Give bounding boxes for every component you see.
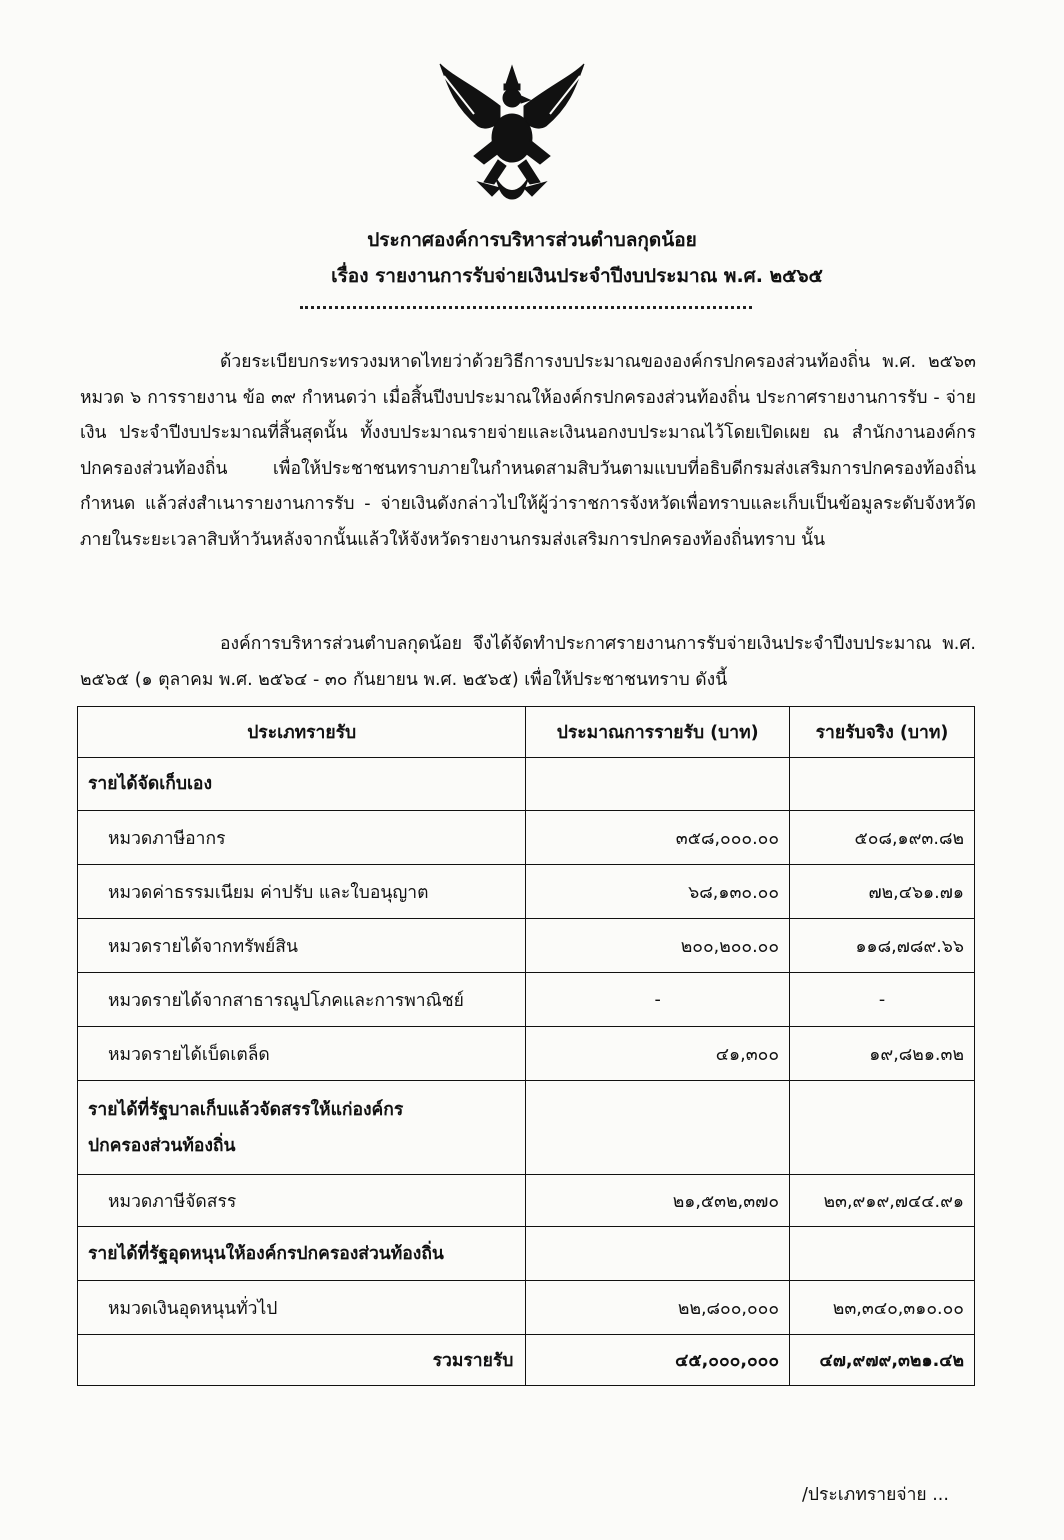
row-estimate: ๖๘,๑๓๐.๐๐ (526, 865, 790, 919)
table-group-row (78, 758, 975, 811)
row-actual: ๒๓,๙๑๙,๗๔๔.๙๑ (790, 1175, 975, 1227)
table-row (78, 1281, 975, 1335)
row-label: หมวดรายได้จากทรัพย์สิน (78, 919, 526, 973)
row-estimate: ๓๕๘,๐๐๐.๐๐ (526, 811, 790, 865)
body-paragraph-2: องค์การบริหารส่วนตำบลกุดน้อย จึงได้จัดทำประกาศรายงานการรับจ่ายเงินประจำปีงบประมาณ พ.ศ. ๒๕๖๕ (๑ ตุลาคม พ.ศ. ๒๕๖๔ - ๓๐ กันยายน พ.ศ. ๒๕๖๕) เพื่อให้ประชาชนทราบ ดังนี้ (80, 634, 976, 690)
empty-cell (790, 758, 975, 811)
row-label: หมวดเงินอุดหนุนทั่วไป (78, 1281, 526, 1335)
row-label: หมวดรายได้จากสาธารณูปโภคและการพาณิชย์ (78, 973, 526, 1027)
row-label: หมวดค่าธรรมเนียม ค่าปรับ และใบอนุญาต (78, 865, 526, 919)
row-actual: ๒๓,๓๔๐,๓๑๐.๐๐ (790, 1281, 975, 1335)
body-paragraph-1: ด้วยระเบียบกระทรวงมหาดไทยว่าด้วยวิธีการงบประมาณขององค์กรปกครองส่วนท้องถิ่น พ.ศ. ๒๕๖๓ หมวด ๖ การรายงาน ข้อ ๓๙ กำหนดว่า เมื่อสิ้นปีงบประมาณให้องค์กรปกครองส่วนท้องถิ่น ประกาศรายงานการรับ - จ่ายเงิน ประจำปีงบประมาณที่สิ้นสุดนั้น ทั้งงบประมาณรายจ่ายและเงินนอกงบประมาณไว้โดยเปิดเผย ณ สำนักงานองค์กรปกครองส่วนท้องถิ่น เพื่อให้ประชาชนทราบภายในกำหนดสามสิบวันตามแบบที่อธิบดีกรมส่งเสริมการปกครองท้องถิ่นกำหนด แล้วส่งสำเนารายงานการรับ - จ่ายเงินดังกล่าวไปให้ผู้ว่าราชการจังหวัดเพื่อทราบและเก็บเป็นข้อมูลระดับจังหวัดภายในระยะเวลาสิบห้าวันหลังจากนั้นแล้วให้จังหวัดรายงานกรมส่งเสริมการปกครองท้องถิ่นทราบ นั้น (80, 352, 976, 550)
empty-cell (526, 1227, 790, 1281)
header-estimate: ประมาณการรายรับ (บาท) (526, 707, 790, 758)
continued-note: /ประเภทรายจ่าย ... (802, 1485, 949, 1505)
table-row (78, 919, 975, 973)
announcement-header (0, 222, 1064, 294)
total-actual: ๔๗,๙๗๙,๓๒๑.๔๒ (790, 1335, 975, 1386)
row-estimate: ๒๒,๘๐๐,๐๐๐ (526, 1281, 790, 1335)
row-label: หมวดภาษีอากร (78, 811, 526, 865)
group-label (78, 1081, 526, 1175)
group-label-line-2: ปกครองส่วนท้องถิ่น (88, 1135, 236, 1156)
row-estimate: ๒๑,๕๓๒,๓๗๐ (526, 1175, 790, 1227)
row-label: หมวดภาษีจัดสรร (78, 1175, 526, 1227)
group-label-line-1: รายได้ที่รัฐบาลเก็บแล้วจัดสรรให้แก่องค์กร (88, 1099, 404, 1120)
empty-cell (526, 758, 790, 811)
table-header-row (78, 707, 975, 758)
header-actual: รายรับจริง (บาท) (790, 707, 975, 758)
group-label: รายได้ที่รัฐอุดหนุนให้องค์กรปกครองส่วนท้องถิ่น (78, 1227, 526, 1281)
header-revenue-type: ประเภทรายรับ (78, 707, 526, 758)
row-actual: ๗๒,๔๖๑.๗๑ (790, 865, 975, 919)
row-estimate: ๒๐๐,๒๐๐.๐๐ (526, 919, 790, 973)
dotted-divider (300, 306, 752, 309)
table-total-row (78, 1335, 975, 1386)
row-estimate: ๔๑,๓๐๐ (526, 1027, 790, 1081)
table-row (78, 1175, 975, 1227)
row-actual: - (790, 973, 975, 1027)
row-actual: ๑๑๘,๗๘๙.๖๖ (790, 919, 975, 973)
row-actual: ๕๐๘,๑๙๓.๘๒ (790, 811, 975, 865)
total-estimate: ๔๕,๐๐๐,๐๐๐ (526, 1335, 790, 1386)
garuda-emblem (434, 56, 590, 208)
announcement-subject: เรื่อง รายงานการรับจ่ายเงินประจำปีงบประมาณ พ.ศ. ๒๕๖๕ (331, 265, 823, 287)
table-row (78, 1027, 975, 1081)
group-label: รายได้จัดเก็บเอง (78, 758, 526, 811)
table-row (78, 811, 975, 865)
row-actual: ๑๙,๘๒๑.๓๒ (790, 1027, 975, 1081)
total-label: รวมรายรับ (78, 1335, 526, 1386)
empty-cell (790, 1081, 975, 1175)
revenue-table (77, 706, 975, 1386)
row-label: หมวดรายได้เบ็ดเตล็ด (78, 1027, 526, 1081)
table-row (78, 865, 975, 919)
empty-cell (790, 1227, 975, 1281)
table-row (78, 973, 975, 1027)
table-group-row (78, 1081, 975, 1175)
empty-cell (526, 1081, 790, 1175)
table-group-row (78, 1227, 975, 1281)
announcement-title: ประกาศองค์การบริหารส่วนตำบลกุดน้อย (367, 229, 697, 251)
row-estimate: - (526, 973, 790, 1027)
